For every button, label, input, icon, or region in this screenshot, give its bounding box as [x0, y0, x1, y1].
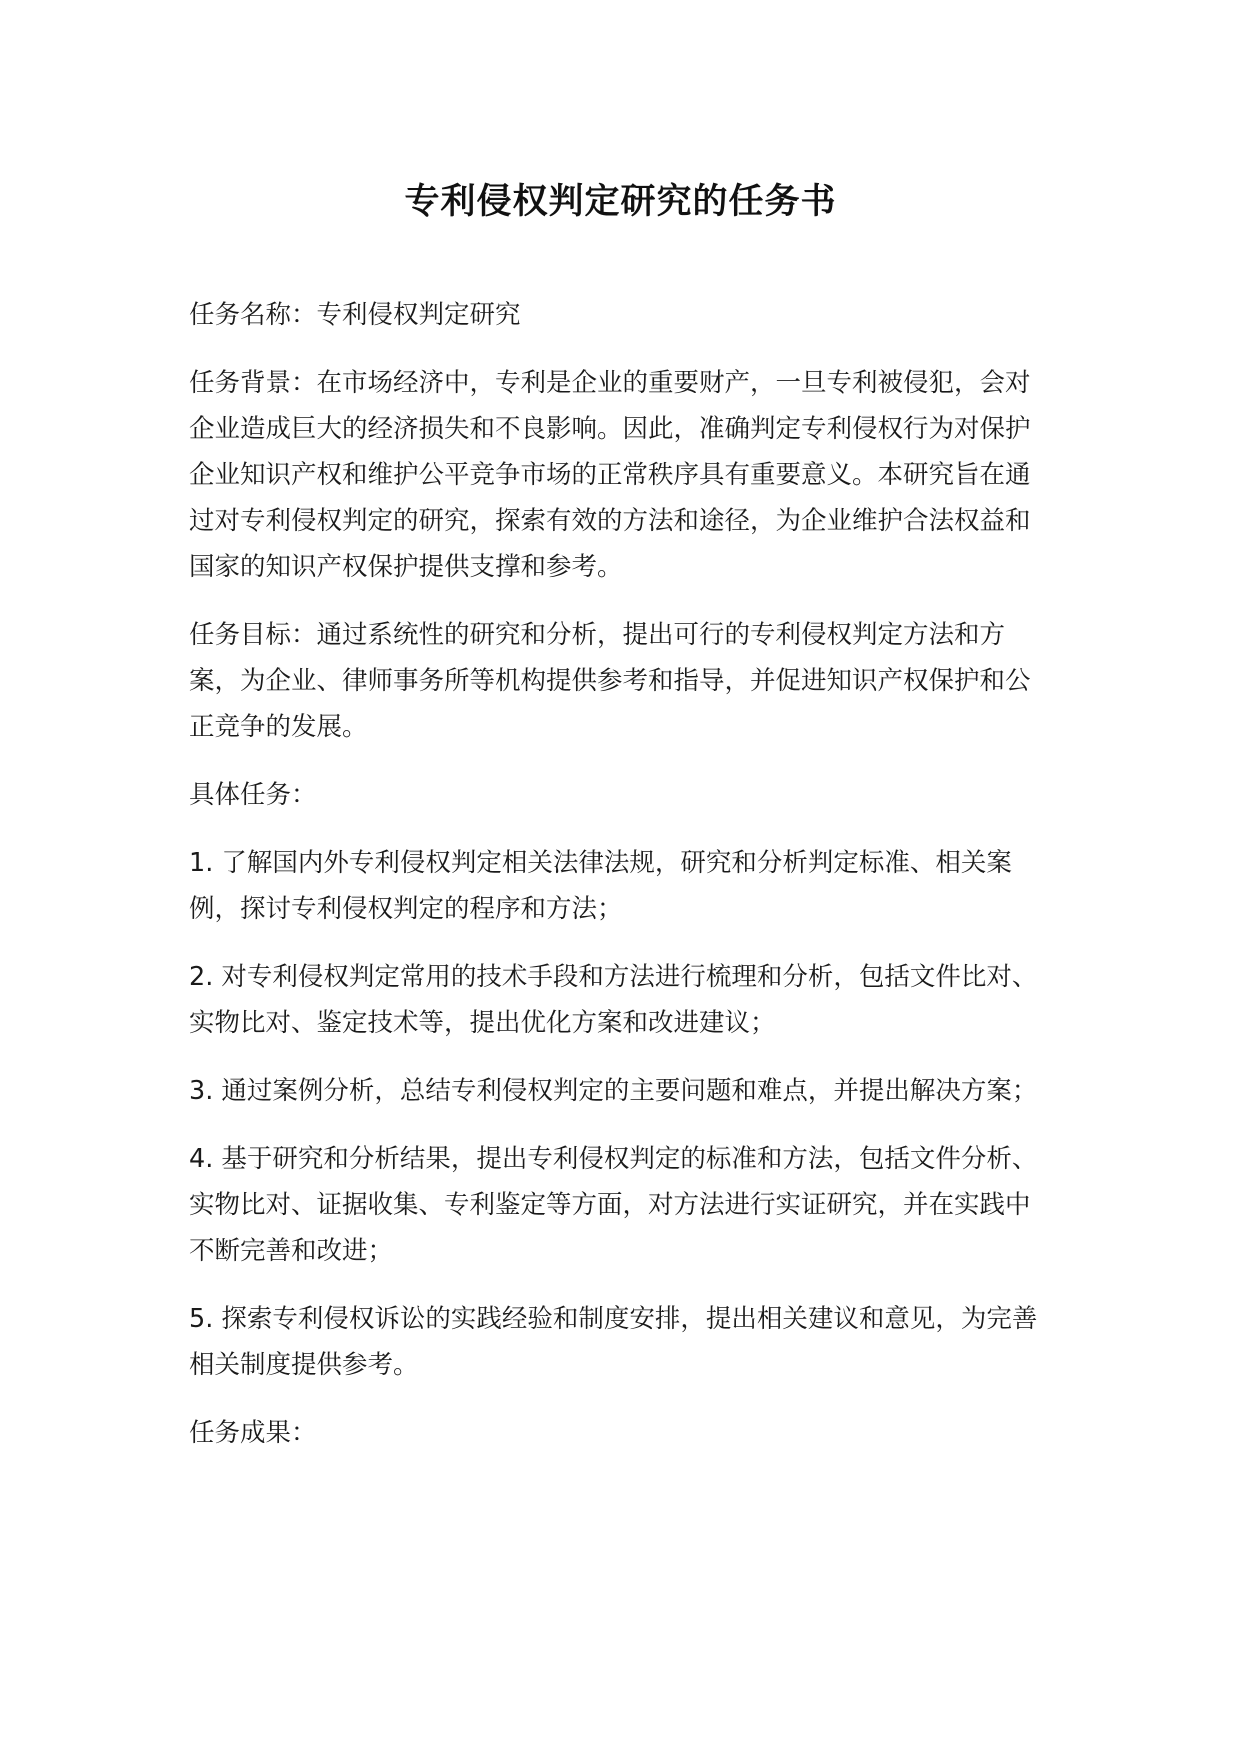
task-background-paragraph: 任务背景：在市场经济中，专利是企业的重要财产，一旦专利被侵犯，会对企业造成巨大的经济损失和不良影响。因此，准确判定专利侵权行为对保护企业知识产权和维护公平竞争市场的正常秩序具有重要意义。本研究旨在通过对专利侵权判定的研究，探索有效的方法和途径，为企业维护合法权益和国家的知识产权保护提供支撑和参考。	[189, 368, 1031, 582]
document-body	[189, 292, 1041, 1478]
task-results-heading: 任务成果：	[189, 1418, 317, 1448]
specific-tasks-heading: 具体任务：	[189, 780, 317, 810]
task-item-1: 1. 了解国内外专利侵权判定相关法律法规，研究和分析判定标准、相关案例，探讨专利侵权判定的程序和方法；	[189, 848, 1012, 924]
document-title: 专利侵权判定研究的任务书	[404, 182, 837, 222]
task-item-5: 5. 探索专利侵权诉讼的实践经验和制度安排，提出相关建议和意见，为完善相关制度提供参考。	[189, 1304, 1038, 1380]
task-item-4: 4. 基于研究和分析结果，提出专利侵权判定的标准和方法，包括文件分析、实物比对、证据收集、专利鉴定等方面，对方法进行实证研究，并在实践中不断完善和改进；	[189, 1144, 1038, 1266]
task-goal-paragraph: 任务目标：通过系统性的研究和分析，提出可行的专利侵权判定方法和方案，为企业、律师事务所等机构提供参考和指导，并促进知识产权保护和公正竞争的发展。	[189, 620, 1031, 742]
task-item-3: 3. 通过案例分析，总结专利侵权判定的主要问题和难点，并提出解决方案；	[189, 1076, 1038, 1106]
task-item-2: 2. 对专利侵权判定常用的技术手段和方法进行梳理和分析，包括文件比对、实物比对、鉴定技术等，提出优化方案和改进建议；	[189, 962, 1038, 1038]
task-name-paragraph: 任务名称：专利侵权判定研究	[189, 300, 521, 330]
